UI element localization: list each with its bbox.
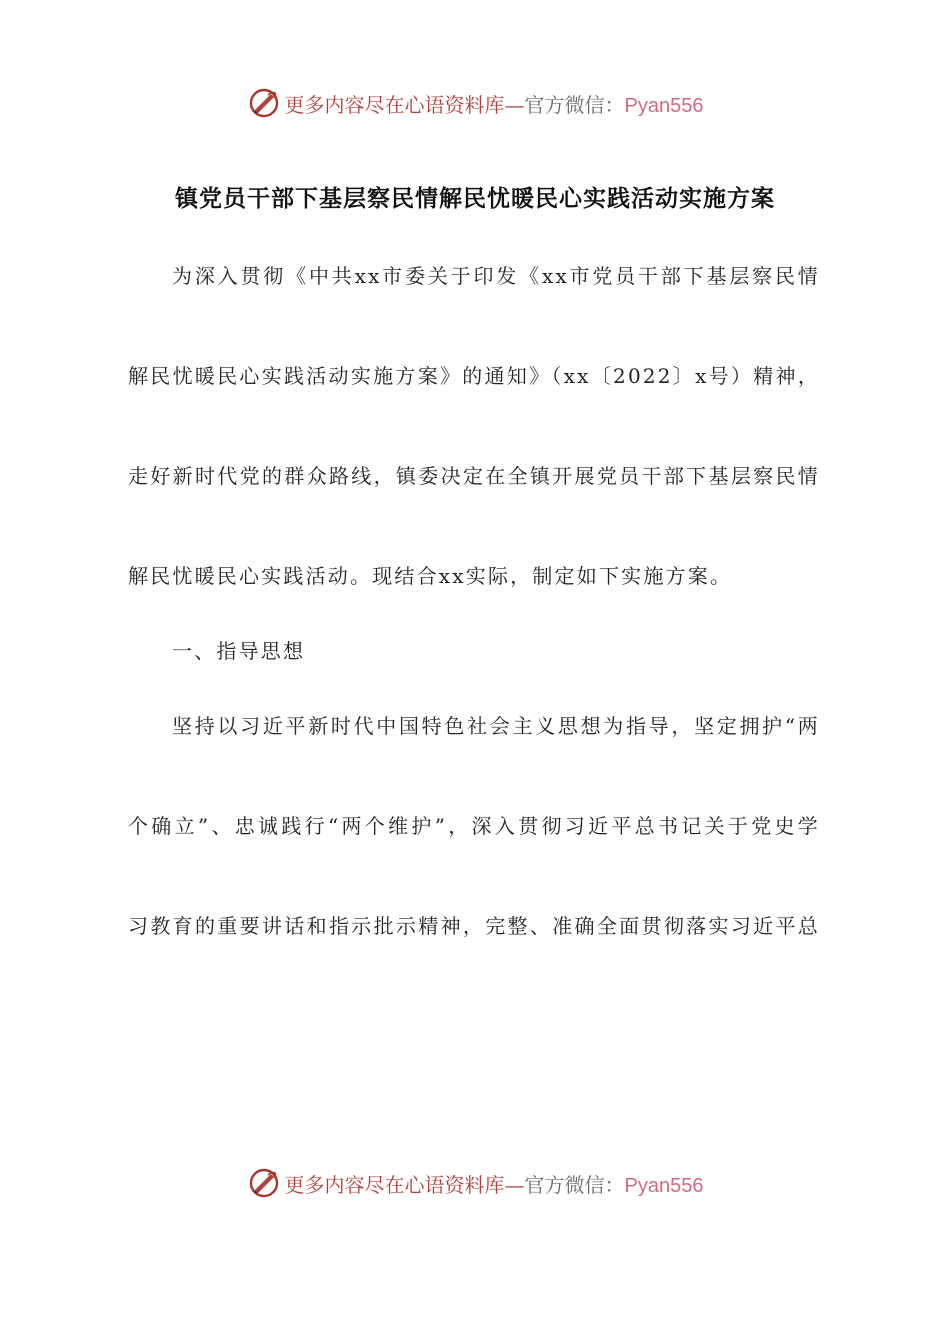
paragraph-line-4: 解民忧暖民心实践活动。现结合xx实际，制定如下实施方案。 xyxy=(128,564,733,588)
banner-text xyxy=(285,89,704,118)
banner-label: 官方微信： xyxy=(524,1172,625,1197)
paragraph-line-1: 为深入贯彻《中共xx市委关于印发《xx市党员干部下基层察民情 xyxy=(172,264,820,288)
header-banner xyxy=(0,83,950,123)
banner-main-text: 更多内容尽在心语资料库 xyxy=(284,92,505,117)
paragraph-line-3: 走好新时代党的群众路线，镇委决定在全镇开展党员干部下基层察民情 xyxy=(128,464,820,488)
footer-banner xyxy=(0,1163,950,1203)
banner-main-text: 更多内容尽在心语资料库 xyxy=(284,1172,505,1197)
paragraph-line-5: 坚持以习近平新时代中国特色社会主义思想为指导，坚定拥护“两 xyxy=(172,714,820,738)
pen-logo-icon xyxy=(247,86,281,120)
paragraph-line-6: 个确立”、忠诚践行“两个维护”，深入贯彻习近平总书记关于党史学 xyxy=(128,814,820,838)
pen-logo-icon xyxy=(247,1166,281,1200)
banner-text xyxy=(285,1169,704,1198)
paragraph-line-7: 习教育的重要讲话和指示批示精神，完整、准确全面贯彻落实习近平总 xyxy=(128,914,820,938)
paragraph-line-2: 解民忧暖民心实践活动实施方案》的通知》（xx〔2022〕x号）精神， xyxy=(128,364,820,388)
section-heading: 一、指导思想 xyxy=(172,639,306,663)
banner-wechat-id: Pyan556 xyxy=(624,94,704,117)
banner-wechat-id: Pyan556 xyxy=(624,1174,704,1197)
banner-label: 官方微信： xyxy=(524,92,625,117)
document-title: 镇党员干部下基层察民情解民忧暖民心实践活动实施方案 xyxy=(175,185,775,212)
banner-separator: — xyxy=(504,1172,525,1197)
banner-separator: — xyxy=(504,92,525,117)
